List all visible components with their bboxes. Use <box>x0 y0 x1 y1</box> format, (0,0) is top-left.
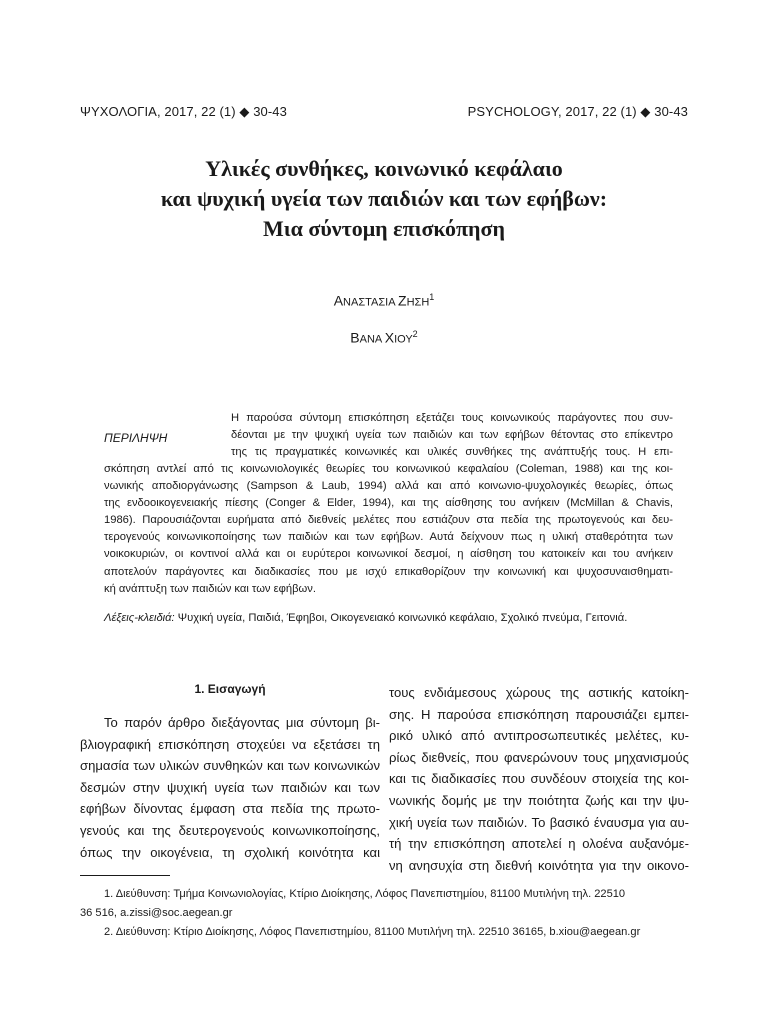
keywords-text: Ψυχική υγεία, Παιδιά, Έφηβοι, Οικογενειακό κοινωνικό κεφάλαιο, Σχολικό πνεύμα, Γειτονιά. <box>174 612 628 624</box>
author-2: ΒΑΝΑ ΧΙΟΥ$^2$ <box>350 329 418 346</box>
author-1: ΑΝΑΣΤΑΣΙΑ ΖΗΣΗ$^1$ <box>333 292 435 309</box>
section-heading: 1. Εισαγωγή <box>194 682 266 696</box>
footnote-2: 2. Διεύθυνση: Κτίριο Διοίκησης, Λόφος Πανεπιστημίου, 81100 Μυτιλήνη τηλ. 22510 36165, b.xiou@aegean.gr <box>104 926 641 938</box>
keywords-label: Λέξεις-κλειδιά: <box>104 612 175 624</box>
author-2-affiliation: 2 <box>412 329 418 339</box>
footnote-1-continued: 36 516, a.zissi@soc.aegean.gr <box>80 907 233 919</box>
running-header-greek: ΨΥΧΟΛΟΓΙΑ, 2017, 22 (1) ◆ 30-43 <box>80 104 287 119</box>
footnote-divider <box>80 875 170 876</box>
body-column-right: τους ενδιάμεσους χώρους της αστικής κατοίκη- σης. Η παρούσα επισκόπηση παρουσιάζει εμπει- ρικό υλικό από αντιπροσωπευτικές μελέτες, κυ- ρίως διεθνείς, που φανερώνουν τους μηχανισμούς και τις διαδικασίες που συνδέουν στοιχεία της κοι- νωνικής δομής με την ποιότητα ζωής και την ψυ- χική υγεία των παιδιών. Το βασικό έναυσμα για αυ- τή την επισκόπηση αποτελεί η ολοένα αυξανόμε- νη ανησυχία στη διεθνή κοινότητα για την οικονο- <box>389 685 689 873</box>
keywords <box>104 612 627 624</box>
abstract-wrapped-text: Η παρούσα σύντομη επισκόπηση εξετάζει τους κοινωνικούς παράγοντες που συν- δέονται με την ψυχική υγεία των παιδιών και των εφήβων θέτοντας στο επίκεντρο της τις πραγματικές κοινωνικές και υλικές συνθήκες της ανάπτυξής τους. Η επι- <box>231 412 673 459</box>
footnote-1: 1. Διεύθυνση: Τμήμα Κοινωνιολογίας, Κτίριο Διοίκησης, Λόφος Πανεπιστημίου, 81100 Μυτιλήνη τηλ. 22510 <box>104 888 626 900</box>
title-line-3: Μια σύντομη επισκόπηση <box>262 216 505 241</box>
running-header-english: PSYCHOLOGY, 2017, 22 (1) ◆ 30-43 <box>467 104 688 119</box>
title-line-2: και ψυχική υγεία των παιδιών και των εφήβων: <box>160 186 608 211</box>
abstract-label: ΠΕΡΙΛΗΨΗ <box>104 431 168 445</box>
abstract-text: σκόπηση αντλεί από τις κοινωνιολογικές θεωρίες του κοινωνικού κεφαλαίου (Coleman, 1988) και της κοι- νωνικής αποδιοργάνωσης (Sampson & Laub, 1994) αλλά και από κοινωνιο-ψυχολογικές θεωρίες, όπως της ενδοοικογενειακής πίεσης (Conger & Elder, 1994), και της αίσθησης του ανήκειν (McMillan & Chavis, 1986). Παρουσιάζονται ευρήματα από διεθνείς μελέτες που εστιάζουν στα πεδία της πρωτογενούς και δευ- τερογενούς κοινωνικοποίησης των παιδιών και των εφήβων. Αυτά δείχνουν πως η υλική σταθερότητα των νοικοκυριών, οι κοντινοί αλλά και οι ευρύτεροι κοινωνικοί δεσμοί, η αίσθηση του κατοικείν και του ανήκειν αποτελούν παράγοντες και διαδικασίες που με ισχύ επικαθορίζουν την κοινωνική και ψυχοσυναισθηματι- κή ανάπτυξη των παιδιών και των εφήβων. <box>104 463 673 595</box>
footnotes <box>80 885 692 942</box>
author-1-affiliation: 1 <box>429 292 435 302</box>
title-line-1: Υλικές συνθήκες, κοινωνικό κεφάλαιο <box>205 156 563 181</box>
body-column-left: Το παρόν άρθρο διεξάγοντας μια σύντομη βι- βλιογραφική επισκόπηση στοχεύει να εξετάσει τη σημασία των υλικών συνθηκών και των κοινωνικών δεσμών στην ψυχική υγεία των παιδιών και των εφήβων δίνοντας έμφαση στα πεδία της πρωτο- γενούς και της δευτερογενούς κοινωνικοποίησης, όπως την οικογένεια, τη σχολική κοινότητα και <box>80 715 380 860</box>
article-title <box>0 154 768 244</box>
